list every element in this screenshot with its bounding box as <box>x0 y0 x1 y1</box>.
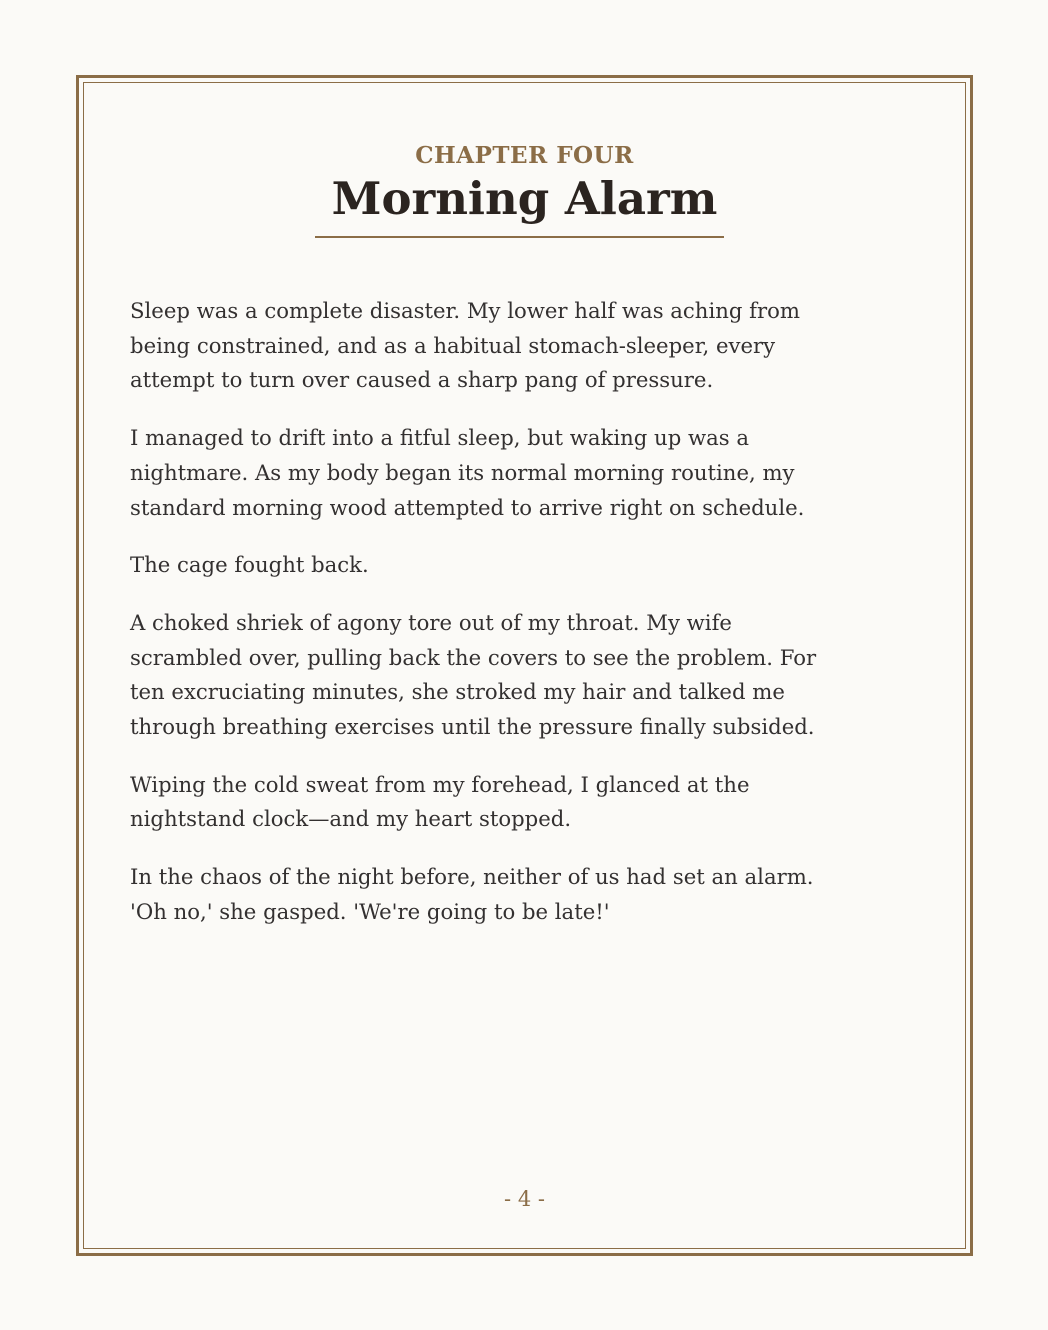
paragraph-5: Wiping the cold sweat from my forehead, I glanced at the nightstand clock—and my heart stopped. <box>130 771 750 832</box>
chapter-title: Morning Alarm <box>331 172 718 225</box>
paragraph-2: I managed to drift into a fitful sleep, but waking up was a nightmare. As my body began its normal morning routine, my standard morning wood attempted to arrive right on schedule. <box>130 425 805 520</box>
chapter-body <box>130 294 850 953</box>
title-divider <box>315 236 724 238</box>
paragraph-1: Sleep was a complete disaster. My lower half was aching from being constrained, and as a habitual stomach-sleeper, every attempt to turn over caused a sharp pang of pressure. <box>130 298 800 393</box>
paragraph-4: A choked shriek of agony tore out of my throat. My wife scrambled over, pulling back the covers to see the problem. For ten excruciating minutes, she stroked my hair and talked me through breathing exercises until the pressure finally subsided. <box>130 609 817 740</box>
page-frame <box>76 75 973 1256</box>
chapter-label: CHAPTER FOUR <box>415 142 634 169</box>
page-number: - 4 - <box>504 1187 545 1211</box>
paragraph-3: The cage fought back. <box>130 552 369 578</box>
paragraph-6: In the chaos of the night before, neither of us had set an alarm. 'Oh no,' she gasped. 'We're going to be late!' <box>130 864 814 924</box>
